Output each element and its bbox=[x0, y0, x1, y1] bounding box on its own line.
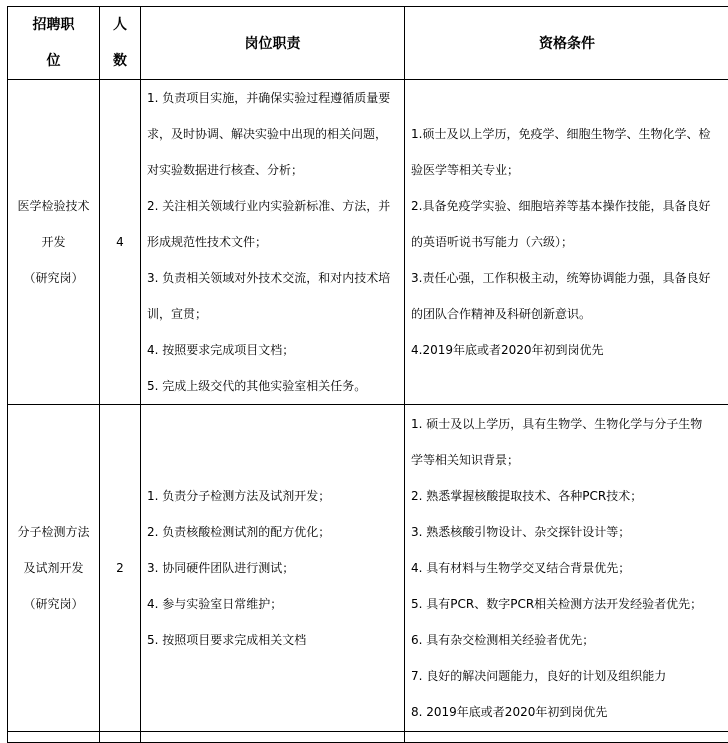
qualification-line: 4. 具有材料与生物学交叉结合背景优先； bbox=[411, 550, 723, 586]
qualification-line: 1. 硕士及以上学历，具有生物学、生物化学与分子生物 bbox=[411, 406, 723, 442]
position-cell: 分子检测方法 及试剂开发 （研究岗） bbox=[8, 405, 100, 732]
duties-cell bbox=[141, 405, 405, 732]
qualification-line: 6. 具有杂交检测相关经验者优先； bbox=[411, 622, 723, 658]
duty-line: 训，宣贯； bbox=[147, 296, 398, 332]
duties-cell bbox=[141, 80, 405, 405]
table-row bbox=[8, 80, 728, 405]
qualification-line: 2. 熟悉掌握核酸提取技术、各种PCR技术； bbox=[411, 478, 723, 514]
qualification-line: 5. 具有PCR、数字PCR相关检测方法开发经验者优先； bbox=[411, 586, 723, 622]
duty-line: 3. 协同硬件团队进行测试； bbox=[147, 550, 398, 586]
table-header-row bbox=[8, 7, 728, 80]
qualification-line: 8. 2019年底或者2020年初到岗优先 bbox=[411, 694, 723, 730]
duty-line: 5. 完成上级交代的其他实验室相关任务。 bbox=[147, 368, 398, 404]
table-row-partial bbox=[8, 732, 728, 743]
header-count: 人 数 bbox=[100, 7, 141, 80]
qualifications-cell bbox=[405, 405, 728, 732]
duty-line: 形成规范性技术文件； bbox=[147, 224, 398, 260]
qualification-line: 3. 熟悉核酸引物设计、杂交探针设计等； bbox=[411, 514, 723, 550]
qualification-line: 的英语听说书写能力（六级）； bbox=[411, 224, 723, 260]
qualifications-cell bbox=[405, 80, 728, 405]
duty-line: 1. 负责分子检测方法及试剂开发； bbox=[147, 478, 398, 514]
qualification-line: 7. 良好的解决问题能力，良好的计划及组织能力 bbox=[411, 658, 723, 694]
duty-line: 5. 按照项目要求完成相关文档 bbox=[147, 622, 398, 658]
duty-line: 1. 负责项目实施，并确保实验过程遵循质量要 bbox=[147, 80, 398, 116]
duty-line: 2. 关注相关领域行业内实验新标准、方法，并 bbox=[147, 188, 398, 224]
qualification-line: 4.2019年底或者2020年初到岗优先 bbox=[411, 332, 723, 368]
count-cell: 4 bbox=[100, 80, 141, 405]
job-table bbox=[7, 6, 728, 743]
qualification-line: 2.具备免疫学实验、细胞培养等基本操作技能，具备良好 bbox=[411, 188, 723, 224]
qualification-line: 的团队合作精神及科研创新意识。 bbox=[411, 296, 723, 332]
duty-line: 2. 负责核酸检测试剂的配方优化； bbox=[147, 514, 398, 550]
header-duties: 岗位职责 bbox=[141, 7, 405, 80]
duty-line: 3. 负责相关领域对外技术交流，和对内技术培 bbox=[147, 260, 398, 296]
duty-line: 求，及时协调、解决实验中出现的相关问题， bbox=[147, 116, 398, 152]
duty-line: 4. 按照要求完成项目文档； bbox=[147, 332, 398, 368]
header-qualifications: 资格条件 bbox=[405, 7, 728, 80]
position-cell: 医学检验技术 开发 （研究岗） bbox=[8, 80, 100, 405]
header-position: 招聘职 位 bbox=[8, 7, 100, 80]
count-cell: 2 bbox=[100, 405, 141, 732]
qualification-line: 1.硕士及以上学历，免疫学、细胞生物学、生物化学、检 bbox=[411, 116, 723, 152]
table-row bbox=[8, 405, 728, 732]
qualification-line: 3.责任心强，工作积极主动，统筹协调能力强，具备良好 bbox=[411, 260, 723, 296]
qualification-line: 验医学等相关专业； bbox=[411, 152, 723, 188]
duty-line: 对实验数据进行核查、分析； bbox=[147, 152, 398, 188]
qualification-line: 学等相关知识背景； bbox=[411, 442, 723, 478]
duty-line: 4. 参与实验室日常维护； bbox=[147, 586, 398, 622]
